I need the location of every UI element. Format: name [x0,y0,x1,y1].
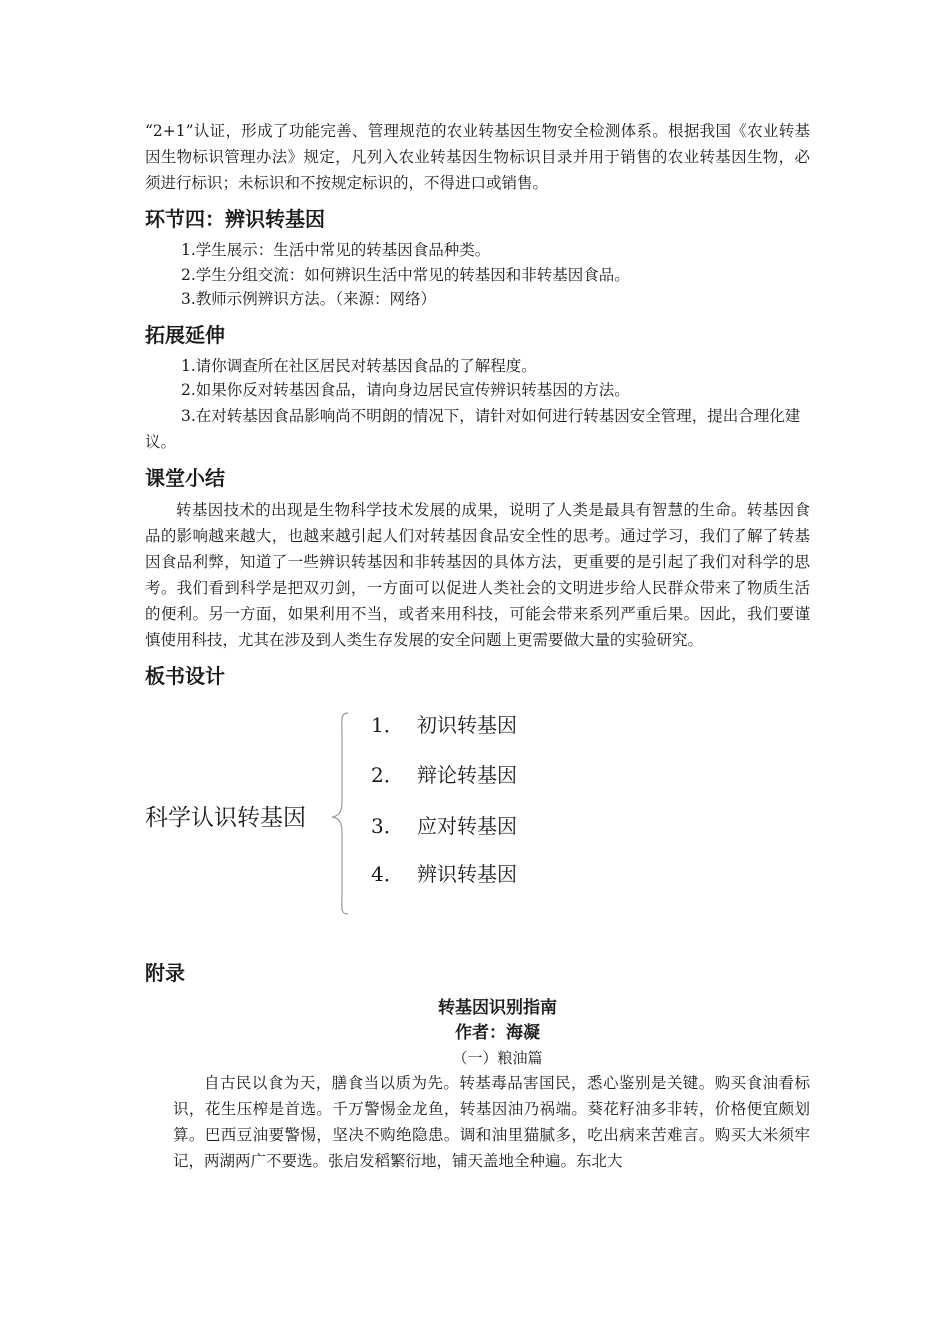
board-item-label: 初识转基因 [417,712,517,737]
list-item: 1.学生展示：生活中常见的转基因食品种类。 [181,241,491,259]
board-design [145,711,810,926]
board-item [371,761,517,789]
brace-icon [330,711,360,916]
appendix-title: 转基因识别指南 [438,997,557,1018]
list-item: 2.如果你反对转基因食品，请向身边居民宣传辨识转基因的方法。 [181,381,630,399]
summary-heading: 课堂小结 [145,465,225,490]
board-item-number: 1． [371,712,404,737]
document-page [145,118,810,1174]
board-item-number: 4． [371,861,404,886]
board-item [371,711,517,739]
section4-heading: 环节四：辨识转基因 [145,207,325,231]
board-item [371,812,517,840]
extension-heading: 拓展延伸 [145,322,225,347]
board-item-label: 辩论转基因 [417,762,517,787]
board-title: 科学认识转基因 [145,804,306,831]
list-item: 2.学生分组交流：如何辨识生活中常见的转基因和非转基因食品。 [181,265,630,284]
board-heading: 板书设计 [145,663,225,688]
board-item-label: 辨识转基因 [417,861,517,886]
board-item-number: 3． [371,813,404,838]
board-item-number: 2． [371,762,404,787]
appendix-subtitle: （一）粮油篇 [452,1048,543,1067]
summary-paragraph: 转基因技术的出现是生物科学技术发展的成果，说明了人类是最具有智慧的生命。转基因食品的影响越来越大，也越来越引起人们对转基因食品安全性的思考。通过学习，我们了解了转基因食品利弊，知道了一些辨识转基因和非转基因的具体方法，更重要的是引起了我们对科学的思考。我们看到科学是把双刃剑，一方面可以促进人类社会的文明进步给人民群众带来了物质生活的便利。另一方面，如果利用不当，或者来用科技，可能会带来系列严重后果。因此，我们要谨慎使用科技，尤其在涉及到人类生存发展的安全问题上更需要做大量的实验研究。 [145,500,810,649]
list-item: 3.在对转基因食品影响尚不明朗的情况下，请针对如何进行转基因安全管理，提出合理化建议。 [145,406,801,451]
appendix-heading: 附录 [145,960,185,985]
appendix-paragraph: 自古民以食为天，膳食当以质为先。转基毒品害国民，悉心鉴别是关键。购买食油看标识，花生压榨是首选。千万警惕金龙鱼，转基因油乃祸端。葵花籽油多非转，价格便宜颇划算。巴西豆油要警惕，坚决不购绝隐患。调和油里猫腻多，吃出病来苦难言。购买大米须牢记，两湖两广不要选。张启发稻繁衍地，铺天盖地全种遍。东北大 [173,1073,810,1170]
list-item: 3.教师示例辨识方法。（来源：网络） [181,290,437,308]
intro-paragraph: “2+1”认证，形成了功能完善、管理规范的农业转基因生物安全检测体系。根据我国《农业转基因生物标识管理办法》规定，凡列入农业转基因生物标识目录并用于销售的农业转基因生物，必须进行标识；未标识和不按规定标识的，不得进口或销售。 [145,122,810,192]
board-item-label: 应对转基因 [417,813,517,838]
list-item: 1.请你调查所在社区居民对转基因食品的了解程度。 [181,356,537,375]
appendix-author: 作者：海凝 [455,1022,540,1043]
board-item [371,860,517,888]
